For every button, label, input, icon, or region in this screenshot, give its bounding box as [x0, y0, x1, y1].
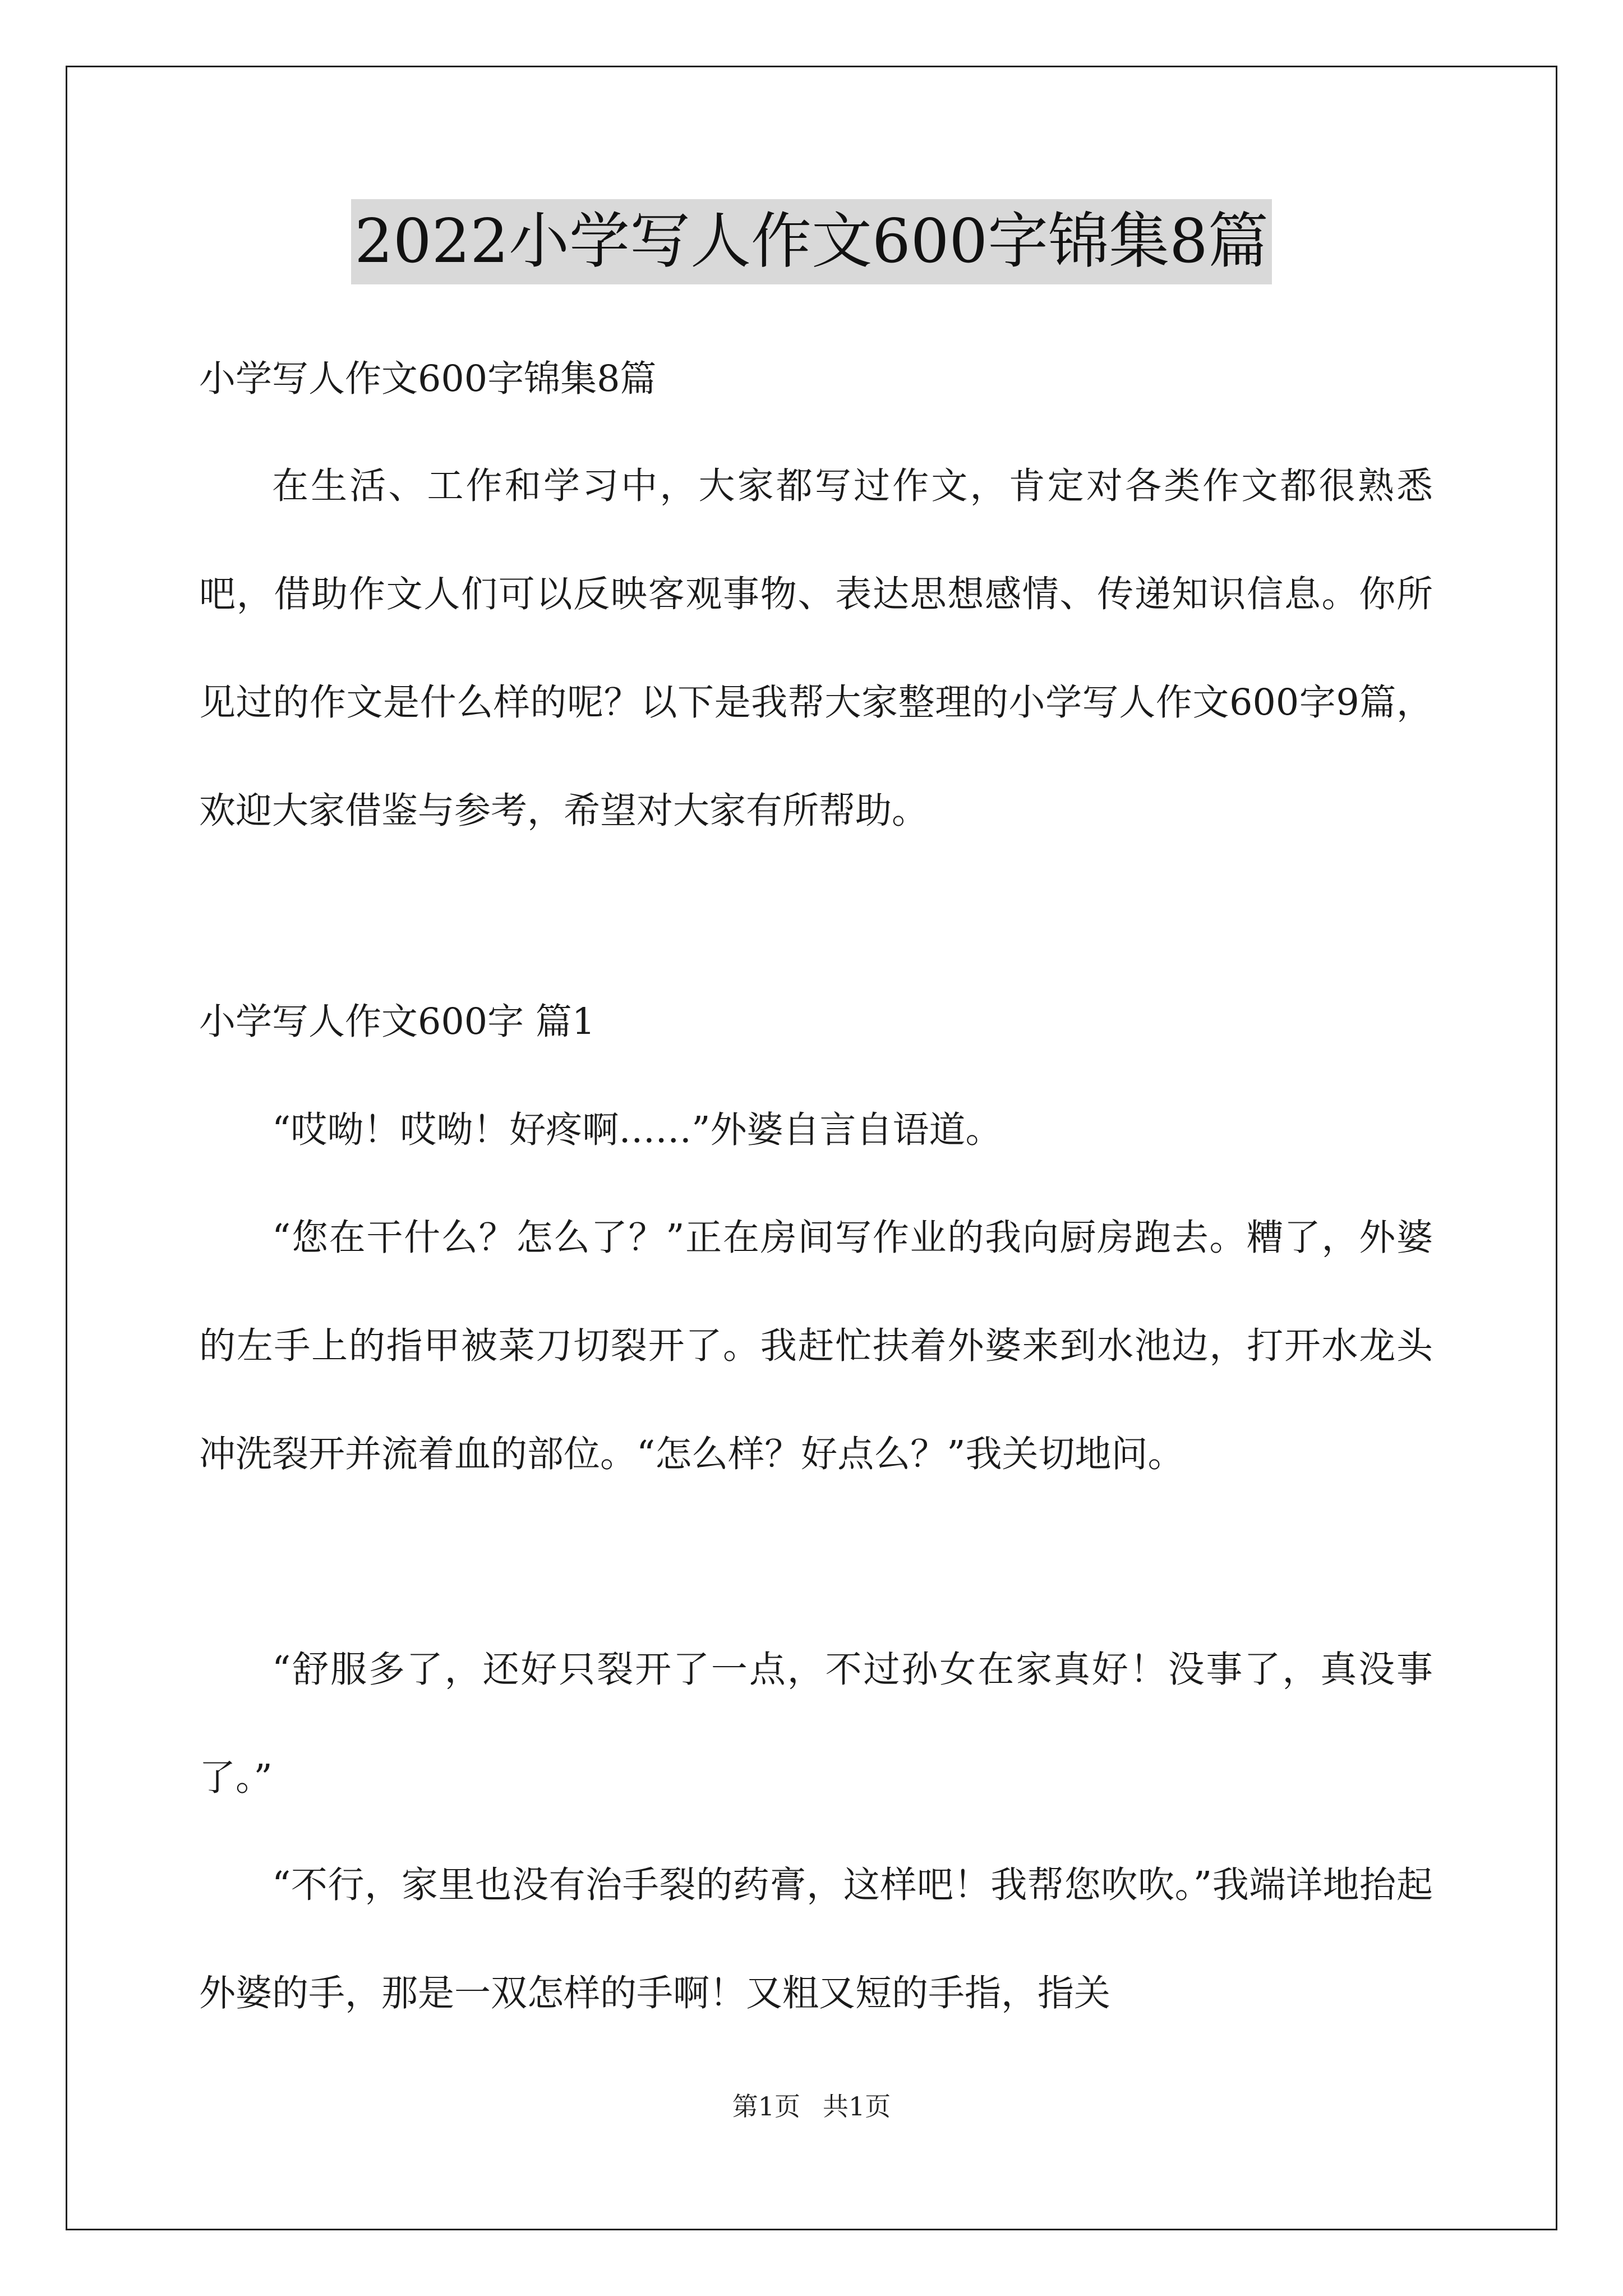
paragraph-2: “您在干什么？怎么了？”正在房间写作业的我向厨房跑去。糟了，外婆的左手上的指甲被菜刀切裂开了。我赶忙扶着外婆来到水池边，打开水龙头冲洗裂开并流着血的部位。“怎么样？好点么？”我关切地问。 — [199, 1217, 1433, 1475]
page-number-total: 共1页 — [823, 2091, 891, 2122]
document-title: 2022小学写人作文600字锦集8篇 — [351, 199, 1272, 284]
page-number-current: 第1页 — [732, 2091, 800, 2122]
intro-paragraph: 在生活、工作和学习中，大家都写过作文，肯定对各类作文都很熟悉吧，借助作文人们可以反映客观事物、表达思想感情、传递知识信息。你所见过的作文是什么样的呢？以下是我帮大家整理的小学写人作文600字9篇，欢迎大家借鉴与参考，希望对大家有所帮助。 — [199, 465, 1433, 832]
page-footer — [0, 2090, 1623, 2123]
paragraph-1: “哎呦！哎呦！好疼啊……”外婆自言自语道。 — [272, 1109, 1002, 1151]
title-container — [0, 199, 1623, 284]
document-subtitle: 小学写人作文600字锦集8篇 — [199, 358, 657, 400]
paragraph-3: “舒服多了，还好只裂开了一点，不过孙女在家真好！没事了，真没事了。” — [199, 1649, 1433, 1799]
section-heading: 小学写人作文600字 篇1 — [199, 1001, 596, 1043]
paragraph-4: “不行，家里也没有治手裂的药膏，这样吧！我帮您吹吹。”我端详地抬起外婆的手，那是一双怎样的手啊！又粗又短的手指，指关 — [199, 1864, 1433, 2014]
